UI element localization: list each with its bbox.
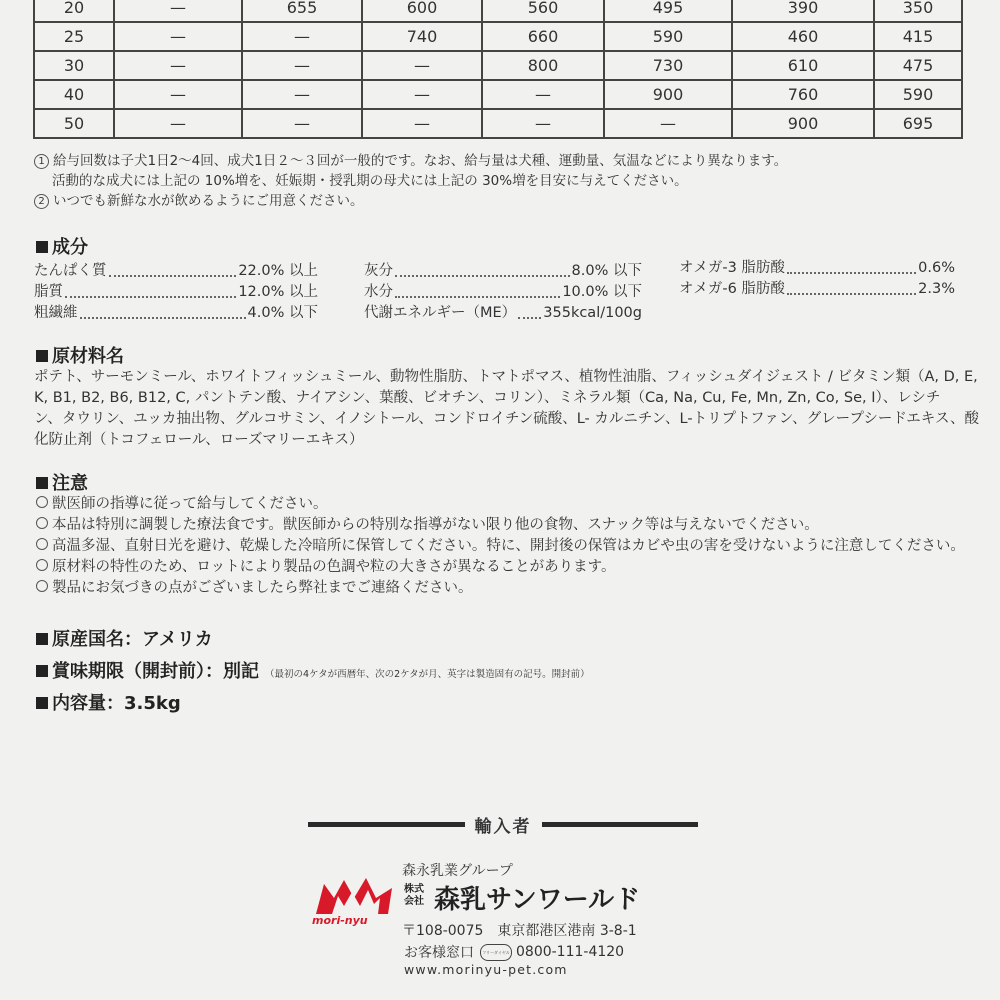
composition-row: [364, 261, 642, 282]
raw-materials-line: ン、タウリン、ユッカ抽出物、グルコサミン、イノシトール、コンドロイチン硫酸、L- カルニチン、L-トリプトファン、グレープシードエキス、酸: [34, 411, 979, 427]
circle-bullet-icon: [36, 559, 48, 571]
company-prefix-bottom: 会社: [404, 896, 424, 907]
note-1-line-1: 給与回数は子犬1日2～4回、成犬1日２～３回が一般的です。なお、給与量は犬種、運動量、気温などにより異なります。: [53, 153, 788, 169]
expiry-note: （最初の4ケタが西暦年、次の2ケタが月、英字は製造固有の記号。開封前）: [265, 669, 590, 680]
table-cell: 760: [732, 80, 874, 109]
table-cell: —: [114, 0, 242, 22]
table-cell: —: [242, 80, 362, 109]
table-cell: 660: [482, 22, 604, 51]
table-cell: —: [242, 22, 362, 51]
table-cell: 30: [34, 51, 114, 80]
table-cell: 800: [482, 51, 604, 80]
caution-item-text: 本品は特別に調製した療法食です。獣医師からの特別な指導がない限り他の食物、スナック等は与えないでください。: [52, 517, 819, 533]
table-cell: 730: [604, 51, 732, 80]
contents-text: 内容量：3.5kg: [52, 693, 181, 714]
raw-materials-heading: [36, 342, 124, 368]
table-cell: —: [242, 51, 362, 80]
caution-item: [36, 578, 965, 599]
table-cell: 25: [34, 22, 114, 51]
raw-materials-line: K, B1, B2, B6, B12, C, パントテン酸、ナイアシン、葉酸、ビオチン、コリン）、ミネラル類（Ca, Na, Cu, Fe, Mn, Zn, Co, Se, I）、レシチ: [34, 390, 941, 406]
table-cell: 20: [34, 0, 114, 22]
composition-value: 4.0% 以下: [247, 305, 318, 321]
raw-materials-line: 化防止剤（トコフェロール、ローズマリーエキス）: [34, 432, 364, 448]
composition-label: 代謝エネルギー（ME）: [364, 305, 517, 321]
caution-item: [36, 557, 965, 578]
feeding-table-body: [34, 0, 962, 138]
feeding-table: [33, 0, 963, 139]
composition-row: [364, 303, 642, 324]
divider: [308, 822, 465, 827]
composition-heading-text: 成分: [52, 237, 88, 258]
composition-row: [34, 261, 318, 282]
square-bullet-icon: [36, 241, 48, 253]
caution-heading: [36, 469, 88, 495]
composition-column-3: [679, 258, 955, 300]
composition-label: オメガ-6 脂肪酸: [679, 281, 785, 297]
contents-line: [36, 689, 181, 715]
importer-block: [308, 812, 698, 977]
caution-item: [36, 536, 965, 557]
table-cell: —: [114, 22, 242, 51]
company-prefix: [404, 884, 424, 908]
logo-wordmark: mori-nyu: [312, 914, 368, 927]
composition-value: 2.3%: [918, 281, 955, 297]
origin-text: 原産国名：アメリカ: [52, 629, 213, 650]
contact-label: お客様窓口: [404, 945, 474, 961]
caution-item-text: 獣医師の指導に従って給与してください。: [52, 496, 328, 512]
composition-value: 0.6%: [918, 260, 955, 276]
circle-bullet-icon: [36, 496, 48, 508]
table-cell: 40: [34, 80, 114, 109]
table-cell: 600: [362, 0, 482, 22]
table-cell: —: [362, 80, 482, 109]
contact-row: [404, 942, 624, 962]
table-cell: 350: [874, 0, 962, 22]
expiry-line: [36, 657, 590, 683]
caution-item-text: 高温多湿、直射日光を避け、乾燥した冷暗所に保管してください。特に、開封後の保管はカビや虫の害を受けないように注意してください。: [52, 538, 965, 554]
caution-heading-text: 注意: [52, 473, 88, 494]
caution-item-text: 原材料の特性のため、ロットにより製品の色調や粒の大きさが異なることがあります。: [52, 559, 616, 575]
composition-row: [679, 258, 955, 279]
table-row: [34, 22, 962, 51]
company-name: 森乳サンワールド: [434, 885, 641, 915]
table-cell: —: [114, 80, 242, 109]
table-cell: 900: [732, 109, 874, 138]
caution-item-text: 製品にお気づきの点がございましたら弊社までご連絡ください。: [52, 580, 473, 596]
caution-item: [36, 515, 965, 536]
table-cell: 740: [362, 22, 482, 51]
composition-label: 灰分: [364, 263, 393, 279]
importer-title: 輸入者: [474, 816, 532, 837]
note-2: [34, 191, 787, 211]
note-2-number: 2: [34, 194, 49, 209]
square-bullet-icon: [36, 633, 48, 645]
composition-value: 10.0% 以下: [562, 284, 642, 300]
divider: [542, 822, 699, 827]
table-cell: 695: [874, 109, 962, 138]
note-1-line-2: 活動的な成犬には上記の 10%増を、妊娠期・授乳期の母犬には上記の 30%増を目安に与えてください。: [52, 173, 688, 189]
composition-label: 粗繊維: [34, 305, 78, 321]
composition-value: 8.0% 以下: [571, 263, 642, 279]
composition-row: [34, 303, 318, 324]
feeding-notes: [34, 151, 787, 211]
square-bullet-icon: [36, 350, 48, 362]
composition-value: 12.0% 以上: [238, 284, 318, 300]
composition-row: [34, 282, 318, 303]
raw-materials-line: ポテト、サーモンミール、ホワイトフィッシュミール、動物性脂肪、トマトポマス、植物性油脂、フィッシュダイジェスト / ビタミン類（A, D, E,: [34, 369, 978, 385]
table-cell: 590: [874, 80, 962, 109]
table-cell: 900: [604, 80, 732, 109]
table-cell: 560: [482, 0, 604, 22]
composition-value: 355kcal/100g: [543, 305, 642, 321]
table-cell: —: [242, 109, 362, 138]
caution-list: [36, 494, 965, 599]
importer-title-row: [308, 812, 698, 836]
origin-line: [36, 625, 213, 651]
table-cell: —: [362, 51, 482, 80]
raw-materials-heading-text: 原材料名: [52, 346, 124, 367]
composition-heading: [36, 233, 88, 259]
square-bullet-icon: [36, 697, 48, 709]
table-cell: 460: [732, 22, 874, 51]
raw-materials-text: [34, 367, 979, 451]
table-cell: —: [362, 109, 482, 138]
composition-column-2: [364, 261, 642, 324]
table-cell: —: [604, 109, 732, 138]
composition-label: 脂質: [34, 284, 63, 300]
table-cell: —: [114, 109, 242, 138]
contact-phone[interactable]: 0800-111-4120: [516, 944, 625, 960]
table-cell: 415: [874, 22, 962, 51]
composition-label: たんぱく質: [34, 263, 107, 279]
note-2-line-1: いつでも新鮮な水が飲めるようにご用意ください。: [53, 193, 364, 209]
circle-bullet-icon: [36, 538, 48, 550]
square-bullet-icon: [36, 477, 48, 489]
table-cell: 475: [874, 51, 962, 80]
free-dial-icon: フリーダイヤル: [480, 944, 512, 961]
table-cell: —: [482, 80, 604, 109]
composition-row: [364, 282, 642, 303]
note-1-number: 1: [34, 154, 49, 169]
table-row: [34, 0, 962, 22]
table-cell: 655: [242, 0, 362, 22]
composition-column-1: [34, 261, 318, 324]
table-cell: 50: [34, 109, 114, 138]
expiry-text: 賞味期限（開封前）：別記: [52, 661, 259, 682]
importer-group: 森永乳業グループ: [402, 863, 513, 879]
table-cell: 390: [732, 0, 874, 22]
caution-item: [36, 494, 965, 515]
table-row: [34, 109, 962, 138]
importer-address: 〒108-0075 東京都港区港南 3-8-1: [402, 923, 637, 939]
table-cell: —: [114, 51, 242, 80]
circle-bullet-icon: [36, 517, 48, 529]
composition-label: 水分: [364, 284, 393, 300]
table-row: [34, 51, 962, 80]
square-bullet-icon: [36, 665, 48, 677]
table-cell: 590: [604, 22, 732, 51]
composition-value: 22.0% 以上: [238, 263, 318, 279]
table-cell: 495: [604, 0, 732, 22]
note-1: [34, 151, 787, 171]
table-cell: —: [482, 109, 604, 138]
table-row: [34, 80, 962, 109]
circle-bullet-icon: [36, 580, 48, 592]
website-link[interactable]: www.morinyu-pet.com: [404, 962, 568, 977]
company-prefix-top: 株式: [404, 884, 424, 895]
composition-label: オメガ-3 脂肪酸: [679, 260, 785, 276]
composition-row: [679, 279, 955, 300]
table-cell: 610: [732, 51, 874, 80]
